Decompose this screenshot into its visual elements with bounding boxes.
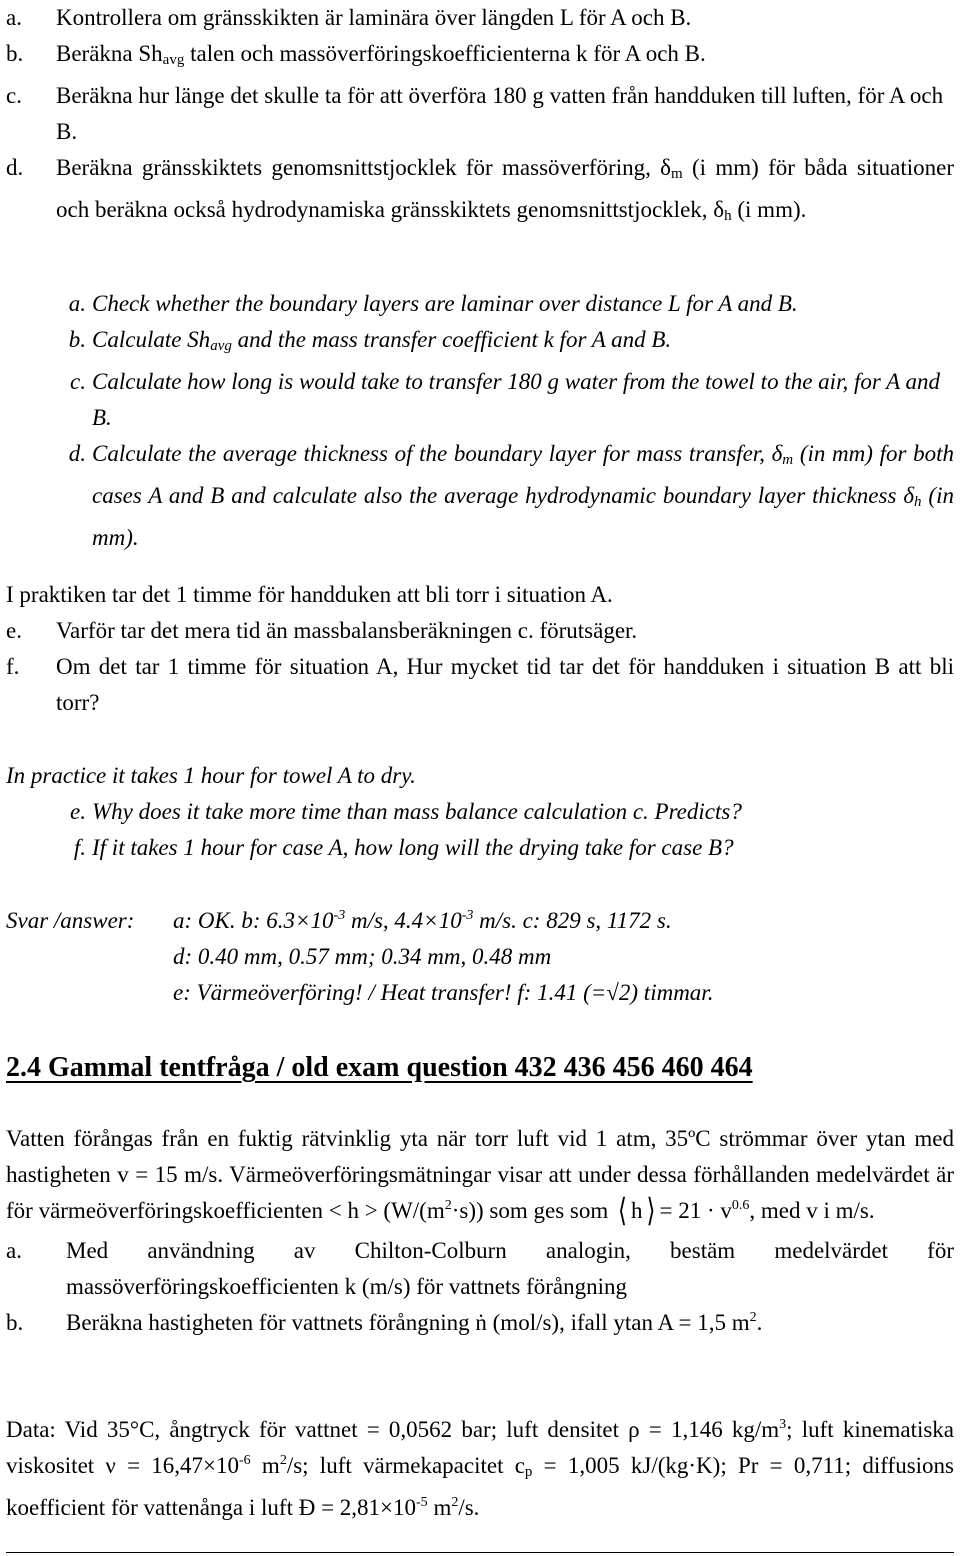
swedish-practice <box>6 577 954 721</box>
answers-line-1: Svar /answer: a: OK. b: $6.3\times 10^{-3}$ m/s, $4.4\times 10^{-3}$ m/s. c: 829 s, 1172 s. <box>6 903 954 939</box>
data-text: Data: Vid 35°C, ångtryck för vattnet = 0,0562 bar; luft densitet ρ = 1,146 $kg/m^3$; luft kinematiska viskositet $\nu = 16,47\times 10^{-6}$ $m^2/s$; luft värmekapacitet $c_p = 1,005$ kJ/(kg·K); Pr = 0,711; diffusions koefficient för vattenånga i luft Ð = $2,81\times 10^{-5}$ $m^2/s$. <box>6 1417 955 1520</box>
sv-question-f: f. Om det tar 1 timme för situation A, Hur mycket tid tar det för handduken i situation B att bli torr? <box>6 654 954 715</box>
sv-question-c: c. Beräkna hur länge det skulle ta för att överföra 180 g vatten från handduken till luften, för A och B. <box>6 83 944 144</box>
bottom-rule <box>6 1552 954 1553</box>
english-practice <box>6 758 954 866</box>
answers-label: Svar /answer: <box>6 908 135 933</box>
sv-question-d: d. Beräkna gränsskiktets genomsnittstjocklek för massöverföring, $\delta_m$ (i mm) för båda situationer och beräkna också hydrodynamiska gränsskiktets genomsnittstjocklek, $\delta_h$ (i mm). <box>6 155 955 224</box>
en-question-c: c. Calculate how long is would take to transfer 180 g water from the towel to the air, for A and B. <box>70 369 941 430</box>
section-heading: 2.4 Gammal tentfråga / old exam question 432 436 456 460 464 <box>6 1052 753 1083</box>
en-question-f: f. If it takes 1 hour for case A, how long will the drying take for case B? <box>73 835 734 860</box>
english-questions <box>6 286 954 556</box>
sv-question-b: b. Beräkna $Sh_{avg}$ talen och massöverföringskoefficienterna k för A och B. <box>6 41 706 68</box>
problem-question-b: b. Beräkna hastigheten för vattnets förångning ṅ (mol/s), ifall ytan A = 1,5 $m^2$. <box>6 1310 763 1335</box>
answers-line-2: d: 0.40 mm, 0.57 mm; 0.34 mm, 0.48 mm <box>173 944 552 969</box>
en-question-b: b. Calculate $Sh_{avg}$ and the mass transfer coefficient k for A and B. <box>68 327 672 354</box>
section-heading-block <box>6 1048 954 1088</box>
problem-question-a: a. Med användning av Chilton-Colburn analogin, bestäm medelvärdet för massöverföringskoefficienten k (m/s) för vattnets förångning <box>6 1238 954 1299</box>
data-block <box>6 1412 954 1526</box>
sv-question-a: a. Kontrollera om gränsskikten är laminära över längden L för A och B. <box>6 5 692 30</box>
en-question-a: a. Check whether the boundary layers are laminar over distance L for A and B. <box>68 291 798 316</box>
answers-block <box>6 903 954 1011</box>
en-question-e: e. Why does it take more time than mass balance calculation c. Predicts? <box>70 799 742 824</box>
problem-intro: Vatten förångas från en fuktig rätvinklig yta när torr luft vid 1 atm, 35ºC strömmar över ytan med hastigheten v = 15 m/s. Värmeöverföringsmätningar visar att under dessa förhållanden medelvärdet är för värmeöverföringskoefficienten < $h > (W/(m^2\cdot s))$ som ges som ⟨ h ⟩ = $21 \cdot v^{0.6}$, med v i m/s. <box>6 1126 954 1228</box>
en-practice-intro: In practice it takes 1 hour for towel A to dry. <box>6 763 416 788</box>
swedish-questions <box>6 0 954 234</box>
answers-line-3: e: Värmeöverföring! / Heat transfer! f: 1.41 (=√2) timmar. <box>173 980 714 1005</box>
sv-practice-intro: I praktiken tar det 1 timme för handduken att bli torr i situation A. <box>6 582 613 607</box>
problem-block <box>6 1121 954 1341</box>
en-question-d: d. Calculate the average thickness of the boundary layer for mass transfer, $\delta_m$ (in mm) for both cases A and B and calculate also the average hydrodynamic boundary layer thickness $\delta_h$ (in mm). <box>68 441 954 550</box>
sv-question-e: e. Varför tar det mera tid än massbalansberäkningen c. förutsäger. <box>6 618 638 643</box>
